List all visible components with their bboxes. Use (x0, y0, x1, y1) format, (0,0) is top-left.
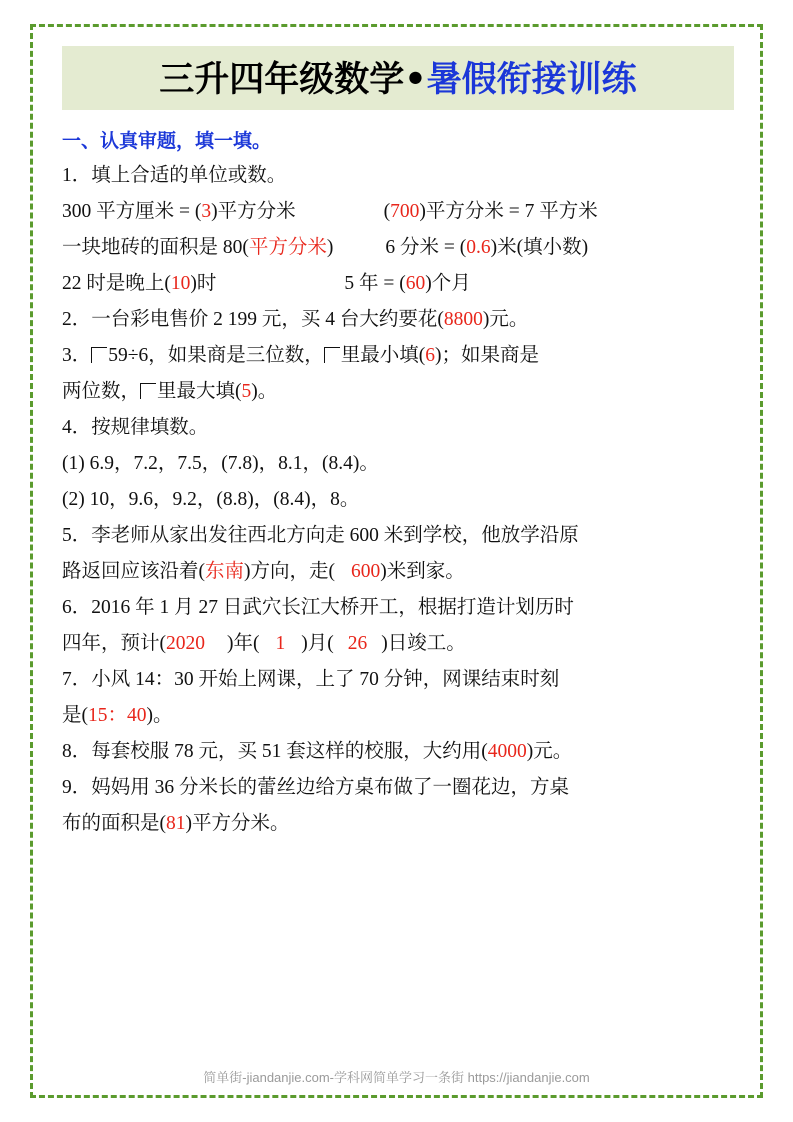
question-6-line-1 (62, 591, 734, 625)
q7l2-post: )。 (146, 705, 173, 726)
question-8-answer: 4000 (487, 741, 527, 762)
question-9-line-2 (62, 807, 734, 841)
q6l2-answer-3: 26 (347, 633, 368, 654)
empty-box-icon (140, 383, 156, 399)
q6l2-pre: 四年，预计( (62, 633, 166, 654)
q3l2-answer: 5 (241, 381, 252, 402)
q3l1-pre: 59÷6，如果商是三位数， (108, 345, 324, 366)
q4i1-label: (1) (62, 453, 85, 474)
q3l1-answer: 6 (425, 345, 435, 366)
question-3-line-1 (62, 339, 734, 373)
q4i2-answer-2: 8.4 (279, 489, 305, 510)
title-part-1: 三升四年级数学• (159, 60, 427, 100)
worksheet-title (62, 46, 734, 110)
q1l2-right-answer: 0.6 (466, 237, 491, 258)
q1l2-right-post: )米(填小数) (490, 237, 589, 258)
question-5-line-1 (62, 519, 734, 553)
question-7-number: 7． (62, 669, 92, 690)
question-7-line-1 (62, 663, 734, 697)
q4i2-label: (2) (62, 489, 85, 510)
footer-watermark: 简单街-jiandanjie.com-学科网简单学习一条街 https://jiandanjie.com (203, 1070, 590, 1085)
question-4-text: 按规律填数。 (91, 417, 209, 438)
question-1-prompt (62, 159, 734, 193)
q4i1-pre: 6.9，7.2，7.5，( (89, 453, 228, 474)
question-5-number: 5． (62, 525, 92, 546)
q5l2-answer-2: 600 (351, 561, 381, 582)
empty-box-icon (91, 347, 107, 363)
q7l2-answer: 15：40 (88, 705, 147, 726)
q4i2-mid: )，( (247, 489, 280, 510)
q4i1-answer-2: 8.4 (328, 453, 353, 474)
q6l2-answer-2: 1 (275, 633, 286, 654)
q1l1-left-pre: 300 平方厘米 = ( (62, 201, 202, 222)
q9l2-pre: 布的面积是( (62, 813, 166, 834)
q1l2-left-pre: 一块地砖的面积是 80( (62, 237, 249, 258)
q1l1-left-post: )平方分米 (211, 201, 296, 222)
q3l2-mid: 里最大填( (157, 381, 242, 402)
q1l1-right-answer: 700 (390, 201, 420, 222)
q6l2-mid-1: )年( (227, 633, 260, 654)
question-8-text-pre: 每套校服 78 元，买 51 套这样的校服，大约用( (91, 741, 488, 762)
question-3-number: 3． (62, 345, 92, 366)
q4i1-post: )。 (352, 453, 379, 474)
q4i1-mid: )，8.1，( (252, 453, 329, 474)
q1l3-right-pre: 5 年 = ( (344, 273, 406, 294)
q6l2-post: )日竣工。 (381, 633, 466, 654)
q5l1-text: 李老师从家出发往西北方向走 600 米到学校，他放学沿原 (91, 525, 579, 546)
q1l3-left-answer: 10 (170, 273, 191, 294)
question-9-line-1 (62, 771, 734, 805)
question-4-number: 4． (62, 417, 92, 438)
question-8-number: 8． (62, 741, 92, 762)
q1l3-right-post: )个月 (425, 273, 471, 294)
q5l2-mid: )方向，走( (244, 561, 336, 582)
empty-box-icon (324, 347, 340, 363)
q1l2-left-post: ) (326, 237, 334, 258)
question-1-number: 1． (62, 165, 92, 186)
q6l2-mid-2: )月( (301, 633, 334, 654)
q1l2-right-pre: 6 分米 = ( (385, 237, 467, 258)
question-1-line-2 (62, 231, 734, 265)
title-part-2: 暑假衔接训练 (426, 60, 637, 100)
question-4-prompt (62, 411, 734, 445)
question-8 (62, 735, 734, 769)
q1l3-left-post: )时 (190, 273, 217, 294)
q1l1-right-pre: ( (383, 201, 391, 222)
q4i2-pre: 10，9.6，9.2，( (89, 489, 223, 510)
q4i2-answer-1: 8.8 (222, 489, 248, 510)
worksheet-content (62, 46, 734, 843)
q3l2-post: )。 (251, 381, 278, 402)
q9l2-answer: 81 (166, 813, 186, 834)
q9l2-post: )平方分米。 (185, 813, 290, 834)
q7l1-text: 小风 14：30 开始上网课，上了 70 分钟，网课结束时刻 (91, 669, 560, 690)
q1l3-left-pre: 22 时是晚上( (62, 273, 171, 294)
question-6-line-2 (62, 627, 734, 661)
q6l1-text: 2016 年 1 月 27 日武穴长江大桥开工，根据打造计划历时 (91, 597, 574, 618)
question-9-number: 9． (62, 777, 92, 798)
q4i2-post: )，8。 (304, 489, 360, 510)
question-2-text-post: )元。 (482, 309, 529, 330)
q3l1-mid: 里最小填( (340, 345, 426, 366)
question-8-text-post: )元。 (526, 741, 573, 762)
question-1-text: 填上合适的单位或数。 (91, 165, 287, 186)
q6l2-answer-1: 2020 (166, 633, 205, 654)
question-4-item-2 (62, 483, 734, 517)
q5l2-post: )米到家。 (380, 561, 465, 582)
question-6-number: 6． (62, 597, 92, 618)
q1l1-right-post: )平方分米 = 7 平方米 (419, 201, 598, 222)
section-heading: 一、认真审题，填一填。 (62, 130, 272, 152)
question-7-line-2 (62, 699, 734, 733)
q9l1-text: 妈妈用 36 分米长的蕾丝边给方桌布做了一圈花边，方桌 (91, 777, 570, 798)
q1l1-left-answer: 3 (201, 201, 212, 222)
question-2-answer: 8800 (443, 309, 483, 330)
q3l1-post: )；如果商是 (434, 345, 539, 366)
question-5-line-2 (62, 555, 734, 589)
q1l3-right-answer: 60 (405, 273, 426, 294)
question-4-item-1 (62, 447, 734, 481)
question-1-line-1 (62, 195, 734, 229)
question-3-line-2 (62, 375, 734, 409)
question-2-number: 2． (62, 309, 92, 330)
q3l2-pre: 两位数， (62, 381, 141, 402)
q1l2-left-answer: 平方分米 (248, 237, 327, 258)
question-2 (62, 303, 734, 337)
q7l2-pre: 是( (62, 705, 88, 726)
q4i1-answer-1: 7.8 (227, 453, 253, 474)
question-1-line-3 (62, 267, 734, 301)
q5l2-answer-1: 东南 (205, 561, 245, 582)
question-2-text-pre: 一台彩电售价 2 199 元，买 4 台大约要花( (91, 309, 444, 330)
q5l2-pre: 路返回应该沿着( (62, 561, 205, 582)
